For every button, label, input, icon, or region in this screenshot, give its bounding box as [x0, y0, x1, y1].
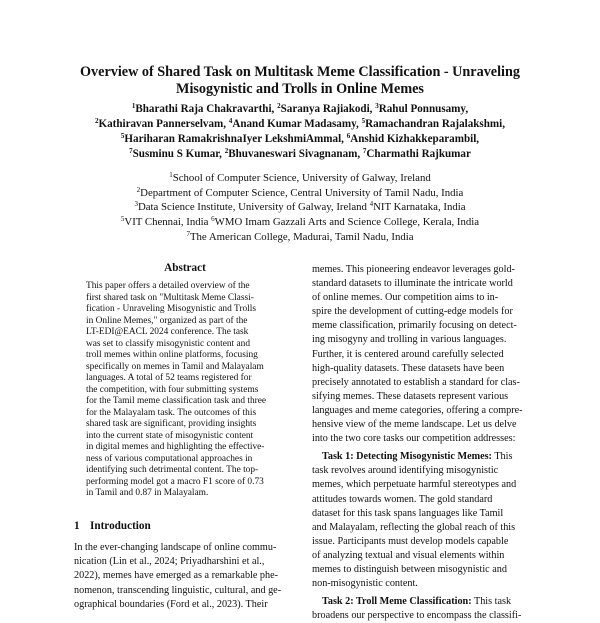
body-line: high-quality datasets. These datasets have been — [312, 362, 505, 374]
abstract-line: This paper offers a detailed overview of the — [86, 281, 250, 291]
affiliation-line: $^7$The American College, Madurai, Tamil Nadu, India — [186, 229, 414, 243]
author-name: Ramachandran Rajalakshmi, — [365, 118, 506, 130]
body-line: precisely annotated to establish a standard for clas- — [312, 376, 520, 388]
introduction-line: In the ever-changing landscape of online commu- — [74, 542, 277, 553]
abstract-line: for the Tamil meme classification task and three — [86, 396, 267, 406]
body-line: memes, which perpetuate harmful stereotypes and — [312, 479, 517, 491]
body-line: issue. Participants must develop models capable — [312, 535, 509, 547]
abstract-line: troll memes within online platforms, focusing — [86, 350, 258, 360]
abstract-line: into the current state of misogynistic content — [86, 430, 254, 441]
author-name: Saranya Rajiakodi, — [280, 103, 376, 115]
body-line: ing misogyny and trolling in various languages. — [312, 334, 507, 346]
task2-label: Task 2: Troll Meme Classification: — [322, 596, 472, 608]
abstract-line: specifically on memes in Tamil and Malayalam — [86, 361, 264, 372]
author-line: $^1$Bharathi Raja Chakravarthi, $^2$Saranya Rajiakodi, $^3$Rahul Ponnusamy, — [131, 102, 469, 115]
abstract-heading: Abstract — [164, 262, 206, 274]
right-column — [312, 263, 530, 623]
abstract-line: languages. A total of 52 teams registered for — [86, 373, 252, 383]
body-line: and Malayalam, reflecting the global reach of this — [312, 521, 516, 533]
abstract-line: performing model got a macro F1 score of 0.73 — [86, 476, 264, 487]
body-line: dataset for this task spans languages like Tamil — [312, 507, 504, 519]
section-number: 1 — [74, 520, 80, 532]
body-line: hensive view of the meme landscape. Let us delve — [312, 419, 517, 431]
abstract-line: was set to classify misogynistic content and — [86, 338, 251, 349]
abstract-line: fication - Unraveling Misogynistic and Trolls — [86, 304, 257, 314]
section-title: Introduction — [90, 520, 151, 532]
body-line: standard datasets to illuminate the intricate world — [312, 278, 513, 290]
affiliation-text: Data Science Institute, University of Galway, Ireland — [137, 201, 370, 214]
body-line: sifying memes. These datasets represent various — [312, 390, 509, 402]
affiliation-text: School of Computer Science, University of Galway, Ireland — [172, 172, 431, 184]
affiliation-line: $^1$School of Computer Science, University of Galway, Ireland — [169, 171, 431, 184]
introduction-line: 2022), memes have emerged as a remarkable phe- — [74, 570, 279, 582]
abstract-line: for the Malayalam task. The outcomes of this — [86, 407, 257, 418]
author-name: Kathiravan Pannerselvam, — [98, 118, 229, 130]
body-line: task revolves around identifying misogynistic — [312, 465, 499, 477]
affiliation-text: The American College, Madurai, Tamil Nadu, India — [189, 230, 414, 243]
body-line: memes. This pioneering endeavor leverages gold- — [312, 264, 515, 275]
affiliation-line: $^3$Data Science Institute, University of Galway, Ireland $^4$NIT Karnataka, India — [134, 200, 466, 214]
affiliation-line: $^2$Department of Computer Science, Central University of Tamil Nadu, India — [136, 185, 464, 199]
author-name: Charmathi Rajkumar — [366, 148, 471, 160]
abstract-line: first shared task on "Multitask Meme Classi- — [86, 292, 254, 303]
body-line: of analyzing textual and visual elements within — [312, 549, 505, 561]
introduction-body — [74, 541, 294, 612]
affiliation-list — [50, 171, 550, 245]
abstract-body — [86, 281, 286, 500]
abstract-line: ness of various computational approaches in — [86, 453, 253, 464]
abstract-line: shared task are significant, providing insights — [86, 419, 257, 429]
abstract-line: LT-EDI@EACL 2024 conference. The task — [86, 327, 249, 337]
task1-label: Task 1: Detecting Misogynistic Memes: — [322, 451, 492, 463]
affiliation-line: $^5$VIT Chennai, India $^6$WMO Imam Gazzali Arts and Science College, Kerala, India — [120, 215, 480, 229]
right-column-paragraph — [312, 263, 530, 446]
body-line: Further, it is centered around carefully selected — [312, 348, 504, 360]
introduction-line: ographical boundaries (Ford et al., 2023). Their — [74, 598, 268, 610]
body-line: of online memes. Our competition aims to in- — [312, 292, 499, 304]
body-line: non-misogynistic content. — [312, 578, 418, 590]
abstract-line: in digital memes and highlighting the effective- — [86, 442, 265, 452]
title-line: Overview of Shared Task on Multitask Meme Classification - Unraveling — [80, 64, 520, 80]
body-line: into the two core tasks our competition addresses: — [312, 433, 516, 445]
author-name: Susminu S Kumar, — [132, 148, 225, 160]
author-name: Bharathi Raja Chakravarthi, — [135, 103, 278, 115]
abstract-line: in Online Memes," organized as part of the — [86, 315, 248, 326]
abstract-line: identifying such detrimental content. The top- — [86, 465, 259, 475]
author-line: $^7$Susminu S Kumar, $^2$Bhuvaneswari Sivagnanam, $^7$Charmathi Rajkumar — [129, 147, 471, 160]
title-line: Misogynistic and Trolls in Online Memes — [176, 81, 424, 97]
body-line: memes to distinguish between misogynistic and — [312, 563, 507, 575]
body-line: broadens our perspective to encompass the classifi- — [312, 610, 522, 622]
task1-paragraph: Task 1: Detecting Misogynistic Memes: This task revolves around identifying misogynistic memes, which perpetuate harmful stereotypes and attitudes towards women. The gold standard dataset for this task spans languages like Tamil and Malayalam, reflecting the global reach of this issue. Participants must develop models capable of analyzing textual and visual elements within memes to distinguish between misogynistic and non-misogynistic content. — [312, 450, 530, 591]
author-name: Anshid Kizhakkeparambil, — [350, 133, 480, 145]
affiliation-text: Department of Computer Science, Central University of Tamil Nadu, India — [140, 186, 464, 199]
introduction-heading — [74, 520, 294, 532]
introduction-line: nication (Lin et al., 2024; Priyadharshini et al., — [74, 556, 265, 568]
affiliation-text: VIT Chennai, India — [124, 216, 212, 229]
affiliation-text: WMO Imam Gazzali Arts and Science College, Kerala, India — [214, 216, 480, 229]
body-line: meme classification, primarily focusing on detect- — [312, 320, 517, 332]
affiliation-text: NIT Karnataka, India — [373, 201, 466, 214]
abstract-line: in Tamil and 0.87 in Malayalam. — [86, 488, 209, 498]
body-line: attitudes towards women. The gold standard — [312, 493, 493, 505]
introduction-line: nomenon, transcending linguistic, cultural, and ge- — [74, 584, 282, 596]
author-name: Anand Kumar Madasamy, — [232, 118, 362, 130]
author-list — [50, 102, 550, 162]
author-name: Rahul Ponnusamy, — [378, 103, 469, 115]
author-name: Bhuvaneswari Sivagnanam, — [228, 148, 363, 160]
author-line: $^5$Hariharan RamakrishnaIyer LekshmiAmmal, $^6$Anshid Kizhakkeparambil, — [120, 132, 480, 145]
author-line: $^2$Kathiravan Pannerselvam, $^4$Anand Kumar Madasamy, $^5$Ramachandran Rajalakshmi, — [94, 117, 506, 130]
paper-title — [50, 64, 550, 98]
body-line: languages and meme categories, offering a compre- — [312, 404, 523, 416]
abstract-line: the competition, with four submitting systems — [86, 384, 259, 395]
body-line: spire the development of cutting-edge models for — [312, 306, 513, 318]
task2-paragraph: Task 2: Troll Meme Classification: This task broadens our perspective to encompass the classifi- — [312, 595, 530, 623]
author-name: Hariharan RamakrishnaIyer LekshmiAmmal, — [124, 133, 347, 145]
